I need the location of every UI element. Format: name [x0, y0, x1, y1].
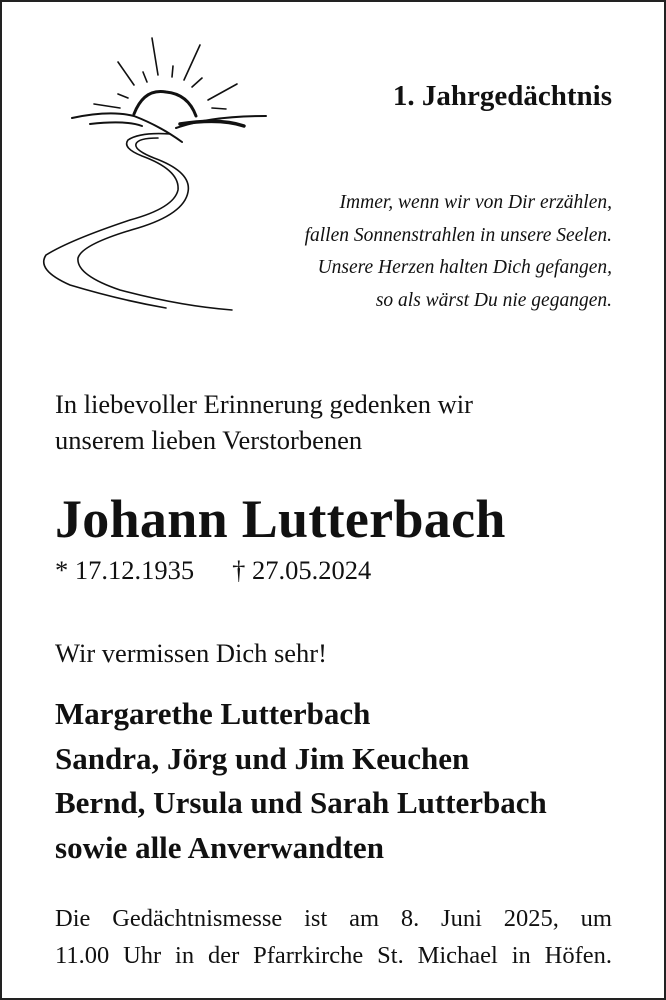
poem	[305, 187, 612, 317]
anniversary-title: 1. Jahrgedächtnis	[392, 80, 612, 112]
poem-line: so als wärst Du nie gegangen.	[375, 289, 612, 311]
poem-line: Unsere Herzen halten Dich gefangen,	[317, 257, 612, 278]
service-line: Die Gedächtnismesse ist am 8. Juni 2025, um	[55, 905, 612, 932]
family-list	[55, 692, 547, 870]
family-member: Margarethe Lutterbach	[55, 696, 371, 731]
miss-message: Wir vermissen Dich sehr!	[55, 638, 327, 668]
family-member: Sandra, Jörg und Jim Keuchen	[55, 740, 470, 776]
sunset-path-icon	[30, 30, 270, 320]
poem-line: Immer, wenn wir von Dir erzählen,	[339, 192, 612, 213]
memorial-service-info	[55, 900, 612, 974]
intro-line: In liebevoller Erinnerung gedenken wir	[55, 389, 473, 419]
family-member: Bernd, Ursula und Sarah Lutterbach	[55, 785, 547, 820]
family-member: sowie alle Anverwandten	[55, 829, 384, 865]
birth-date: * 17.12.1935	[55, 555, 195, 585]
death-date: † 27.05.2024	[232, 555, 372, 585]
intro-line: unserem lieben Verstorbenen	[55, 425, 363, 455]
service-line: 11.00 Uhr in der Pfarrkirche St. Michael in Höfen.	[55, 942, 612, 969]
poem-line: fallen Sonnenstrahlen in unsere Seelen.	[304, 224, 612, 246]
deceased-name: Johann Lutterbach	[55, 489, 506, 549]
life-dates	[55, 555, 371, 586]
intro-text	[55, 386, 473, 458]
